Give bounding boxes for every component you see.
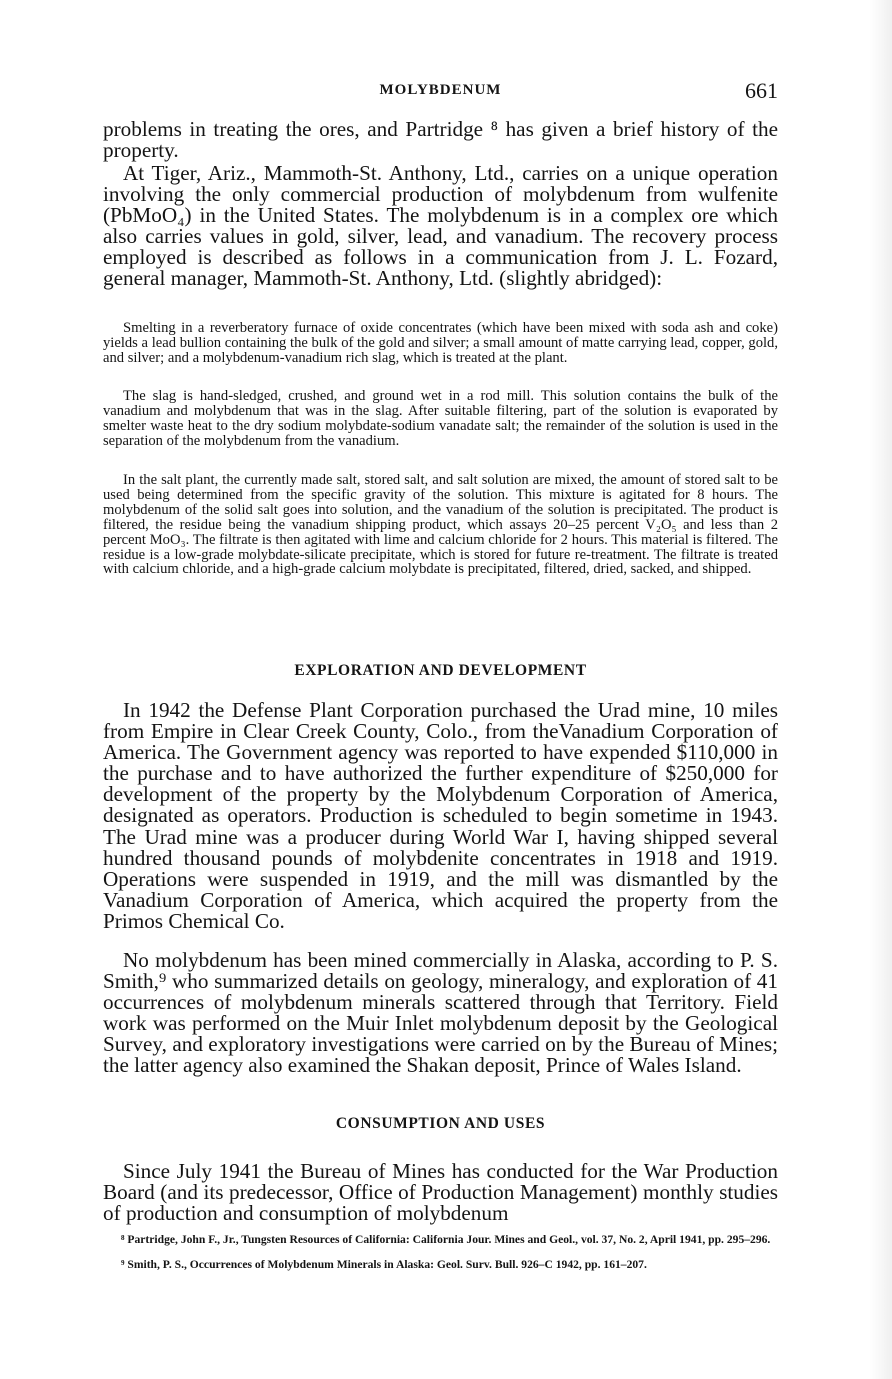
heading-exploration: EXPLORATION AND DEVELOPMENT: [294, 662, 587, 679]
paragraph-bureau-studies: Since July 1941 the Bureau of Mines has conducted for the War Production Board (and its predecessor, Office of Production Management) monthly studies of production and consumption of molybdenum: [103, 1159, 778, 1226]
quote-salt-plant: In the salt plant, the currently made salt, stored salt, and salt solution are mixed, the amount of stored salt to be used being determined from the specific gravity of the solution. This mixture is agitated for 8 hours. The molybdenum of the solid salt goes into solution, and the vanadium of the solution is precipitated. The product is filtered, the residue being the vanadium shipping product, which assays 20–25 percent V₂O₅ and less than 2 percent MoO₃. The filtrate is then agitated with lime and calcium chloride for 2 hours. This material is filtered. The residue is a low-grade molybdate-silicate precipitate, which is stored for future re-treatment. The filtrate is treated with calcium chloride, and a high-grade calcium molybdate is precipitated, filtered, dried, sacked, and shipped.: [103, 472, 778, 578]
paragraph-urad-mine: In 1942 the Defense Plant Corporation purchased the Urad mine, 10 miles from Empire in Clear Creek County, Colo., from theVanadium Corporation of America. The Government agency was reported to have expended $110,000 in the purchase and to have authorized the further expenditure of $250,000 for development of the property by the Molybdenum Corporation of America, designated as operators. Production is scheduled to begin sometime in 1943. The Urad mine was a producer during World War I, having shipped several hundred thousand pounds of molybdenite concentrates in 1918 and 1919. Operations were suspended in 1919, and the mill was dismantled by the Vanadium Corporation of America, which acquired the property from the Primos Chemical Co.: [103, 698, 778, 933]
page-number: 661: [745, 78, 778, 103]
paragraph-continuation: problems in treating the ores, and Partridge ⁸ has given a brief history of the property.: [103, 117, 778, 163]
heading-consumption: CONSUMPTION AND USES: [335, 1115, 546, 1132]
footnote-8: ⁸ Partridge, John F., Jr., Tungsten Resources of California: California Jour. Mines and Geol., vol. 37, No. 2, April 1941, pp. 295–296.: [121, 1233, 771, 1246]
paragraph-alaska: No molybdenum has been mined commercially in Alaska, according to P. S. Smith,⁹ who summarized details on geology, mineralogy, and exploration of 41 occurrences of molybdenum minerals scattered through that Territory. Field work was performed on the Muir Inlet molybdenum deposit by the Geological Survey, and exploratory investigations were carried on by the Bureau of Mines; the latter agency also examined the Shakan deposit, Prince of Wales Island.: [103, 948, 778, 1078]
paragraph-tiger-operation: At Tiger, Ariz., Mammoth-St. Anthony, Ltd., carries on a unique operation involving the only commercial production of molybdenum from wulfenite (PbMoO₄) in the United States. The molybdenum is in a complex ore which also carries values in gold, silver, lead, and vanadium. The recovery process employed is described as follows in a communication from J. L. Fozard, general manager, Mammoth-St. Anthony, Ltd. (slightly abridged):: [103, 161, 778, 291]
footnote-9: ⁹ Smith, P. S., Occurrences of Molybdenum Minerals in Alaska: Geol. Surv. Bull. 926–C 1942, pp. 161–207.: [121, 1258, 647, 1271]
quote-slag: The slag is hand-sledged, crushed, and ground wet in a rod mill. This solution contains the bulk of the vanadium and molybdenum that was in the slag. After suitable filtering, part of the solution is evaporated by smelter waste heat to the dry sodium molybdate-sodium vanadate salt; the remainder of the solution is used in the separation of the molybdenum from the vanadium.: [103, 388, 778, 449]
scan-edge-shading: [870, 0, 892, 1379]
running-title: MOLYBDENUM: [379, 82, 502, 98]
running-head: [103, 78, 778, 106]
quote-smelting: Smelting in a reverberatory furnace of oxide concentrates (which have been mixed with soda ash and coke) yields a lead bullion containing the bulk of the gold and silver; a small amount of matte carrying lead, copper, gold, and silver; and a molybdenum-vanadium rich slag, which is treated at the plant.: [103, 320, 778, 366]
